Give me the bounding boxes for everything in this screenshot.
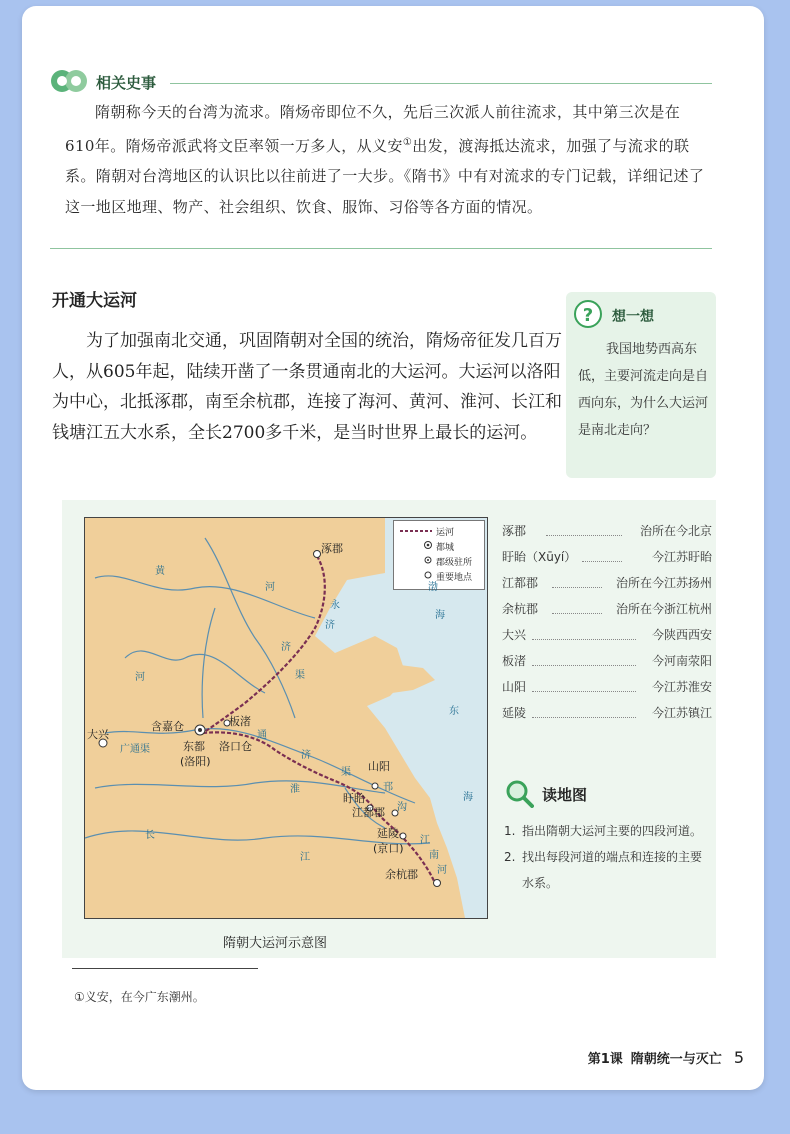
label-tong-3: 渠 xyxy=(341,767,351,778)
read-map-list xyxy=(504,818,709,896)
question-icon: ? xyxy=(574,300,602,328)
label-chang: 长 xyxy=(145,830,155,841)
section-title: 开通大运河 xyxy=(52,291,137,311)
lesson-number: 第1课 xyxy=(587,1052,623,1067)
label-tong-2: 济 xyxy=(301,750,311,761)
place-row: 延陵 今江苏镇江 xyxy=(502,706,712,720)
map-legend xyxy=(393,520,485,590)
place-row: 山阳 今江苏淮安 xyxy=(502,680,712,694)
label-huang: 黄 xyxy=(155,566,165,577)
label-jiangdujun: 江都郡 xyxy=(352,806,385,819)
map-caption: 隋朝大运河示意图 xyxy=(223,936,328,951)
think-body xyxy=(578,336,708,444)
think-text: 我国地势西高东低，主要河流走向是自西向东，为什么大运河是南北走向？ xyxy=(578,342,709,438)
story-body xyxy=(65,97,705,222)
legend-prefecture: 郡级驻所 xyxy=(436,558,473,568)
label-ji-1: 济 xyxy=(281,642,291,653)
label-luoyang: (洛阳) xyxy=(180,755,211,768)
zhuojun-marker xyxy=(314,551,321,558)
place-row: 江都郡 治所在今江苏扬州 xyxy=(502,576,712,590)
label-daxing: 大兴 xyxy=(87,728,109,741)
story-text-part2: 出发，渡海抵达流求，加强了与流求的联系。隋朝对台湾地区的认识比以往前进了一大步。《隋书》中有对流求的专门记载，详细记述了这一地区地理、物产、社会组织、饮食、服饰、习俗等各方面的情况。 xyxy=(65,136,705,216)
yanling-marker xyxy=(400,833,406,839)
label-yuhangjun: 余杭郡 xyxy=(385,868,418,881)
label-jiang: 江 xyxy=(300,852,310,863)
label-hanjiacang: 含嘉仓 xyxy=(151,720,184,733)
read-map-title: 读地图 xyxy=(542,786,588,804)
label-yong-2: 济 xyxy=(325,620,335,631)
story-divider xyxy=(170,83,712,84)
story-title: 相关史事 xyxy=(96,74,157,92)
place-row: 板渚 今河南荥阳 xyxy=(502,654,712,668)
label-yong-1: 永 xyxy=(330,600,340,611)
story-logo-icon xyxy=(50,64,88,98)
label-he-1: 河 xyxy=(135,672,145,683)
footnote: ①义安，在今广东潮州。 xyxy=(74,990,205,1004)
place-row: 大兴 今陕西西安 xyxy=(502,628,712,642)
label-jiangnan-2: 南 xyxy=(429,850,439,861)
label-tong-1: 通 xyxy=(257,730,267,741)
shanyang-marker xyxy=(372,783,378,789)
label-qu: 渠 xyxy=(295,670,305,681)
legend-capital: 都城 xyxy=(436,543,455,553)
story-text-part1: 隋朝称今天的台湾为流求。隋炀帝即位不久，先后三次派人前往流求，其中第三次是在610年。隋炀帝派武将文臣率领一万多人，从义安 xyxy=(65,103,681,155)
label-donghai-1: 东 xyxy=(449,706,459,717)
legend-canal: 运河 xyxy=(436,528,455,538)
label-jingkou: (京口) xyxy=(373,842,404,855)
footnote-divider xyxy=(72,968,258,969)
label-yanling: 延陵 xyxy=(377,827,399,840)
legend-important-site: 重要地点 xyxy=(436,573,473,583)
label-donghai-2: 海 xyxy=(463,792,473,803)
yuhang-marker xyxy=(434,880,441,887)
label-shanyang: 山阳 xyxy=(368,760,390,773)
read-map-item: 1. 指出隋朝大运河主要的四段河道。 xyxy=(504,824,703,838)
main-paragraph: 为了加强南北交通，巩固隋朝对全国的统治，隋炀帝征发几百万人，从605年起，陆续开凿了一条贯通南北的大运河。大运河以洛阳为中心，北抵涿郡，南至余杭郡，连接了海河、黄河、淮河、长江和钱塘江五大水系，全长2700多千米，是当时世界上最长的运河。 xyxy=(52,331,562,443)
place-row: 涿郡 治所在今北京 xyxy=(502,524,712,538)
place-glossary xyxy=(502,518,712,726)
story-bottom-divider xyxy=(50,248,712,249)
think-box xyxy=(566,292,716,478)
label-jiangnan-3: 河 xyxy=(437,865,447,876)
lesson-title: 隋朝统一与灭亡 xyxy=(630,1052,722,1067)
think-title: 想一想 xyxy=(612,309,654,325)
label-zhuojun: 涿郡 xyxy=(321,542,343,555)
page-footer xyxy=(580,1048,744,1067)
label-bohai-2: 海 xyxy=(435,610,445,621)
label-dongdu: 东都 xyxy=(183,740,205,753)
label-he-2: 河 xyxy=(265,582,275,593)
place-row: 余杭郡 治所在今浙江杭州 xyxy=(502,602,712,616)
label-xuyi: 盱眙 xyxy=(343,792,365,805)
label-hangou-1: 邗 xyxy=(383,782,393,793)
page-number: 5 xyxy=(733,1048,744,1067)
footnote-ref[interactable]: ① xyxy=(402,136,413,148)
label-banzhu: 板渚 xyxy=(229,715,251,728)
place-row: 盱眙（Xūyí） 今江苏盱眙 xyxy=(502,550,712,564)
label-luokoucang: 洛口仓 xyxy=(219,740,252,753)
label-guangtong: 广通渠 xyxy=(120,744,150,755)
label-hangou-2: 沟 xyxy=(397,802,407,813)
read-map-item: 2. 找出每段河道的端点和连接的主要水系。 xyxy=(504,850,703,890)
main-paragraph-block xyxy=(52,326,562,448)
label-jiangnan-1: 江 xyxy=(420,835,430,846)
grand-canal-map xyxy=(84,517,488,919)
magnifier-icon xyxy=(504,778,534,808)
label-bohai-1: 渤 xyxy=(428,582,438,593)
label-huai: 淮 xyxy=(290,784,300,795)
